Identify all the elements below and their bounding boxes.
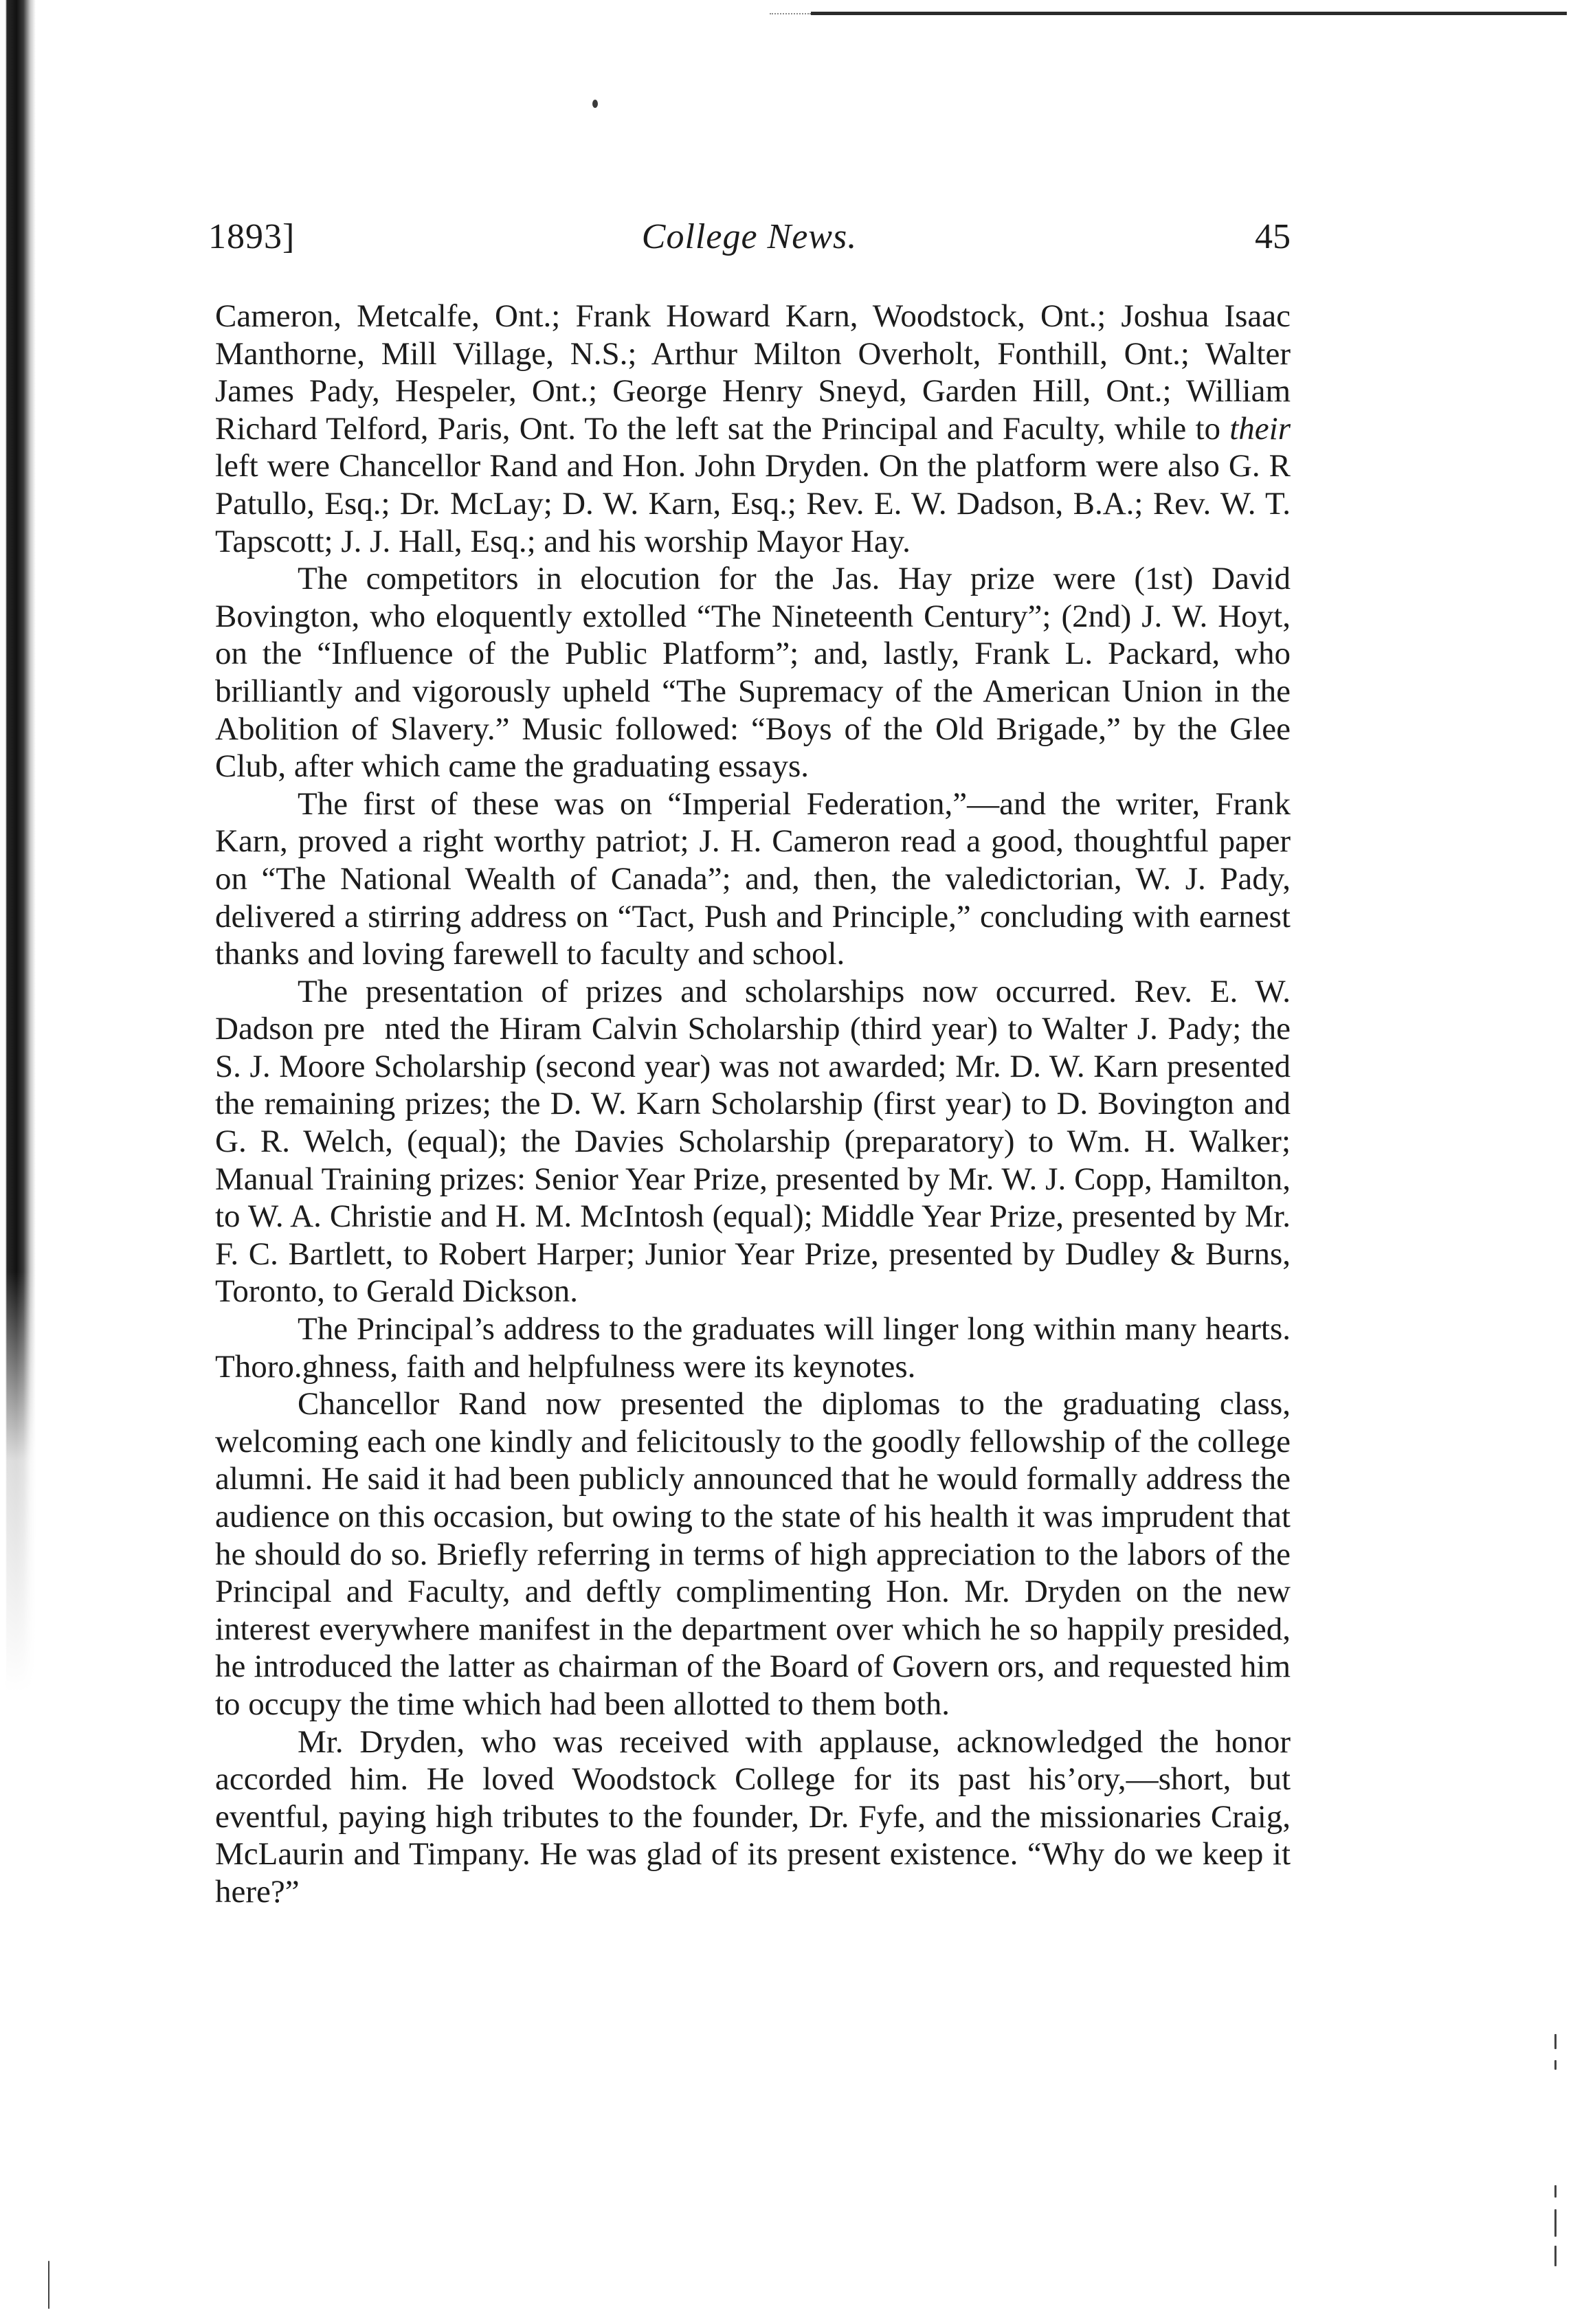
paragraph-text: The first of these was on “Imperial Federation,”—and the writer, Frank Karn, proved a right worthy patriot; J. H. Cameron read a good, thoughtful paper on “The National Wealth of Canada”; and, then, the valedictorian, W. J. Pady, delivered a stirring address on “Tact, Push and Principle,” concluding with earnest thanks and loving farewell to faculty and school. [215, 785, 1291, 972]
paragraph-text: Cameron, Metcalfe, Ont.; Frank Howard Karn, Woodstock, Ont.; Joshua Isaac Manthorne, Mill Village, N.S.; Arthur Milton Overholt, Fonthill, Ont.; Walter James Pady, Hespeler, Ont.; George Henry Sneyd, Garden Hill, Ont.; William Richard Telford, Paris, Ont. To the left sat the Principal and Faculty, while to [215, 298, 1291, 447]
running-header [208, 210, 1291, 265]
margin-mark [1554, 2246, 1557, 2266]
paragraph-text: Chancellor Rand now presented the diplomas to the graduating class, welcoming each one kindly and felicitously to the goodly fellowship of the college alumni. He said it had been publicly announced that he would formally address the audience on this occasion, but owing to the state of his health it was imprudent that he should do so. Briefly referring in terms of high appreciation to the labors of the Principal and Faculty, and deftly complimenting Hon. Mr. Dryden on the new interest everywhere manifest in the department over which he so happily presided, he introduced the latter as chairman of the Board of Govern ors, and requested him to occupy the time which had been allotted to them both. [215, 1386, 1291, 1722]
paragraph-text: left were Chancellor Rand and Hon. John Dryden. On the platform were also G. R Patullo, Esq.; Dr. McLay; D. W. Karn, Esq.; Rev. E. W. Dadson, B.A.; Rev. W. T. Tapscott; J. J. Hall, Esq.; and his worship Mayor Hay. [215, 448, 1291, 559]
italic-word: their [1229, 410, 1291, 447]
margin-mark [1554, 2034, 1557, 2049]
paragraph-text: The competitors in elocution for the Jas. Hay prize were (1st) David Bovington, who eloquently extolled “The Nineteenth Century”; (2nd) J. W. Hoyt, on the “Influence of the Public Platform”; and, lastly, Frank L. Packard, who brilliantly and vigorously upheld “The Supremacy of the American Union in the Abolition of Slavery.” Music followed: “Boys of the Old Brigade,” by the Glee Club, after which came the graduating essays. [215, 561, 1291, 785]
margin-mark [1554, 2060, 1557, 2070]
header-year: 1893] [208, 217, 295, 256]
spine-fade [0, 1271, 41, 2324]
margin-mark [1554, 2185, 1557, 2198]
ink-speck [592, 100, 598, 108]
paragraph-text: The Principal’s address to the graduates will linger long within many hearts. Thoro.ghness, faith and helpfulness were its keynotes. [215, 1311, 1291, 1385]
header-title: College News. [641, 217, 858, 256]
margin-mark [48, 2261, 49, 2309]
paragraph [215, 785, 1291, 973]
paragraph-text: The presentation of prizes and scholarships now occurred. Rev. E. W. Dadson pre nted the Hiram Calvin Scholarship (third year) to Walter J. Pady; the S. J. Moore Scholarship (second year) was not awarded; Mr. D. W. Karn presented the remaining prizes; the D. W. Karn Scholarship (first year) to D. Bovington and G. R. Welch, (equal); the Davies Scholarship (preparatory) to Wm. H. Walker; Manual Training prizes: Senior Year Prize, presented by Mr. W. J. Copp, Hamilton, to W. A. Christie and H. M. McIntosh (equal); Middle Year Prize, presented by Mr. F. C. Bartlett, to Robert Harper; Junior Year Prize, presented by Dudley & Burns, Toronto, to Gerald Dickson. [215, 973, 1291, 1310]
page-number: 45 [1255, 217, 1291, 256]
paragraph [215, 973, 1291, 1310]
margin-mark [1554, 2209, 1557, 2237]
paragraph-text: Mr. Dryden, who was received with applause, acknowledged the honor accorded him. He loved Woodstock College for its past his’ory,—short, but eventful, paying high tributes to the founder, Dr. Fyfe, and the missionaries Craig, McLaurin and Timpany. He was glad of its present existence. “Why do we keep it here?” [215, 1723, 1291, 1910]
paragraph [215, 1723, 1291, 1911]
top-rule-dots [770, 13, 811, 16]
paragraph [215, 298, 1291, 560]
paragraph [215, 1310, 1291, 1385]
paragraph [215, 1385, 1291, 1723]
top-rule [811, 12, 1567, 15]
paragraph [215, 560, 1291, 785]
article-body [215, 298, 1291, 1911]
